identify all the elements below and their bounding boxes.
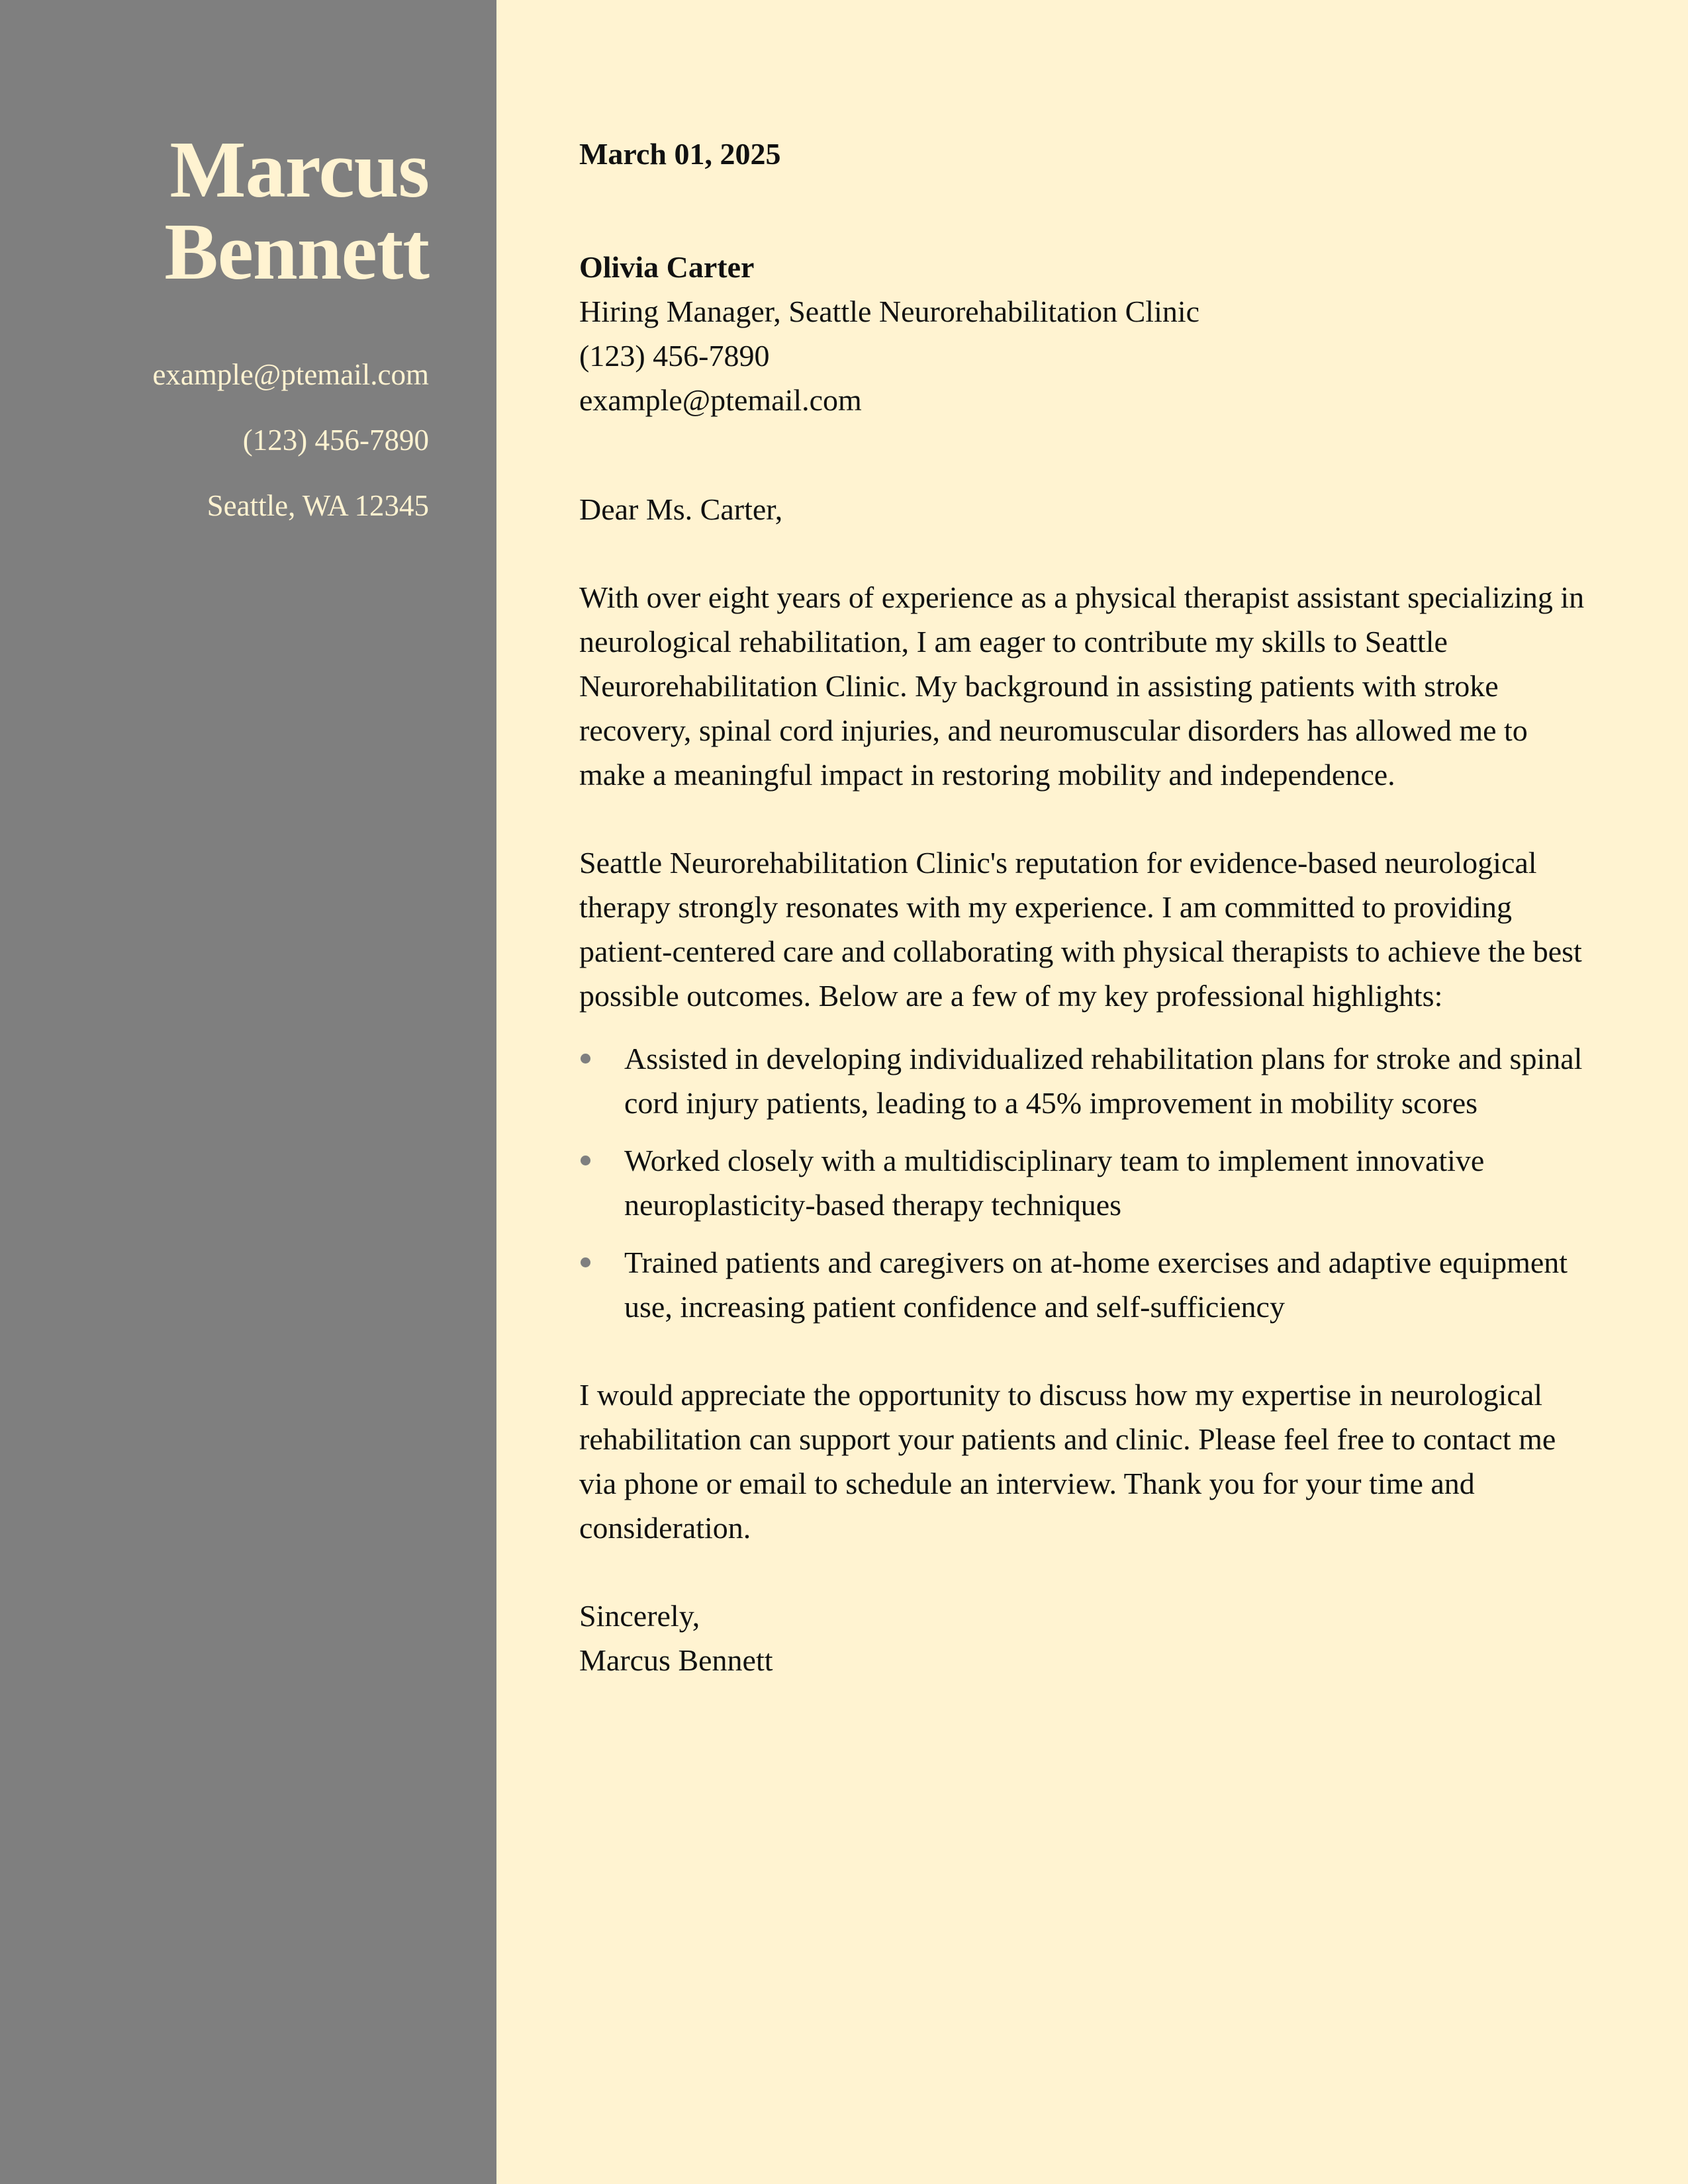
greeting: Dear Ms. Carter, [579, 492, 783, 526]
highlight-text: Trained patients and caregivers on at-home exercises and adaptive equipment use, increasing patient confidence and self-sufficiency [624, 1246, 1568, 1324]
sender-location: Seattle, WA 12345 [207, 489, 429, 522]
signature: Marcus Bennett [579, 1643, 773, 1677]
recipient-phone: (123) 456-7890 [579, 339, 770, 373]
closing: Sincerely, [579, 1599, 700, 1633]
paragraph-intro: With over eight years of experience as a physical therapist assistant specializing in neurological rehabilitation, I am eager to contribute my skills to Seattle Neurorehabilitation Clinic. My background in assisting patients with stroke recovery, spinal cord injuries, and neuromuscular disorders has allowed me to make a meaningful impact in restoring mobility and independence. [579, 580, 1585, 792]
sender-last-name: Bennett [164, 207, 429, 296]
sender-name [152, 125, 429, 296]
recipient-title: Hiring Manager, Seattle Neurorehabilitation Clinic [579, 295, 1200, 328]
list-item [579, 1240, 1592, 1329]
letter-date: March 01, 2025 [579, 137, 781, 171]
list-item [579, 1138, 1592, 1227]
recipient-block [579, 245, 1199, 422]
letter-content [579, 487, 1592, 1682]
bullet-icon [581, 1257, 590, 1267]
paragraph-closing: I would appreciate the opportunity to discuss how my expertise in neurological rehabilitation can support your patients and clinic. Please feel free to contact me via phone or email to schedule an interview. Thank you for your time and consideration. [579, 1378, 1556, 1545]
recipient-email: example@ptemail.com [579, 383, 862, 417]
sender-phone: (123) 456-7890 [242, 424, 429, 457]
sender-block [152, 125, 429, 555]
highlight-text: Assisted in developing individualized rehabilitation plans for stroke and spinal cord injury patients, leading to a 45% improvement in mobility scores [624, 1042, 1583, 1120]
sidebar [0, 0, 496, 2184]
sender-email: example@ptemail.com [152, 358, 429, 391]
bullet-icon [581, 1156, 590, 1165]
sender-contact [152, 358, 429, 522]
highlight-text: Worked closely with a multidisciplinary team to implement innovative neuroplasticity-based therapy techniques [624, 1144, 1485, 1222]
paragraph-motivation: Seattle Neurorehabilitation Clinic's reputation for evidence-based neurological therapy strongly resonates with my experience. I am committed to providing patient-centered care and collaborating with physical therapists to achieve the best possible outcomes. Below are a few of my key professional highlights: [579, 846, 1582, 1013]
bullet-icon [581, 1054, 590, 1064]
signoff [579, 1594, 1592, 1682]
list-item [579, 1036, 1592, 1125]
highlights-list [579, 1036, 1592, 1329]
recipient-name: Olivia Carter [579, 250, 755, 284]
sender-first-name: Marcus [169, 125, 429, 214]
